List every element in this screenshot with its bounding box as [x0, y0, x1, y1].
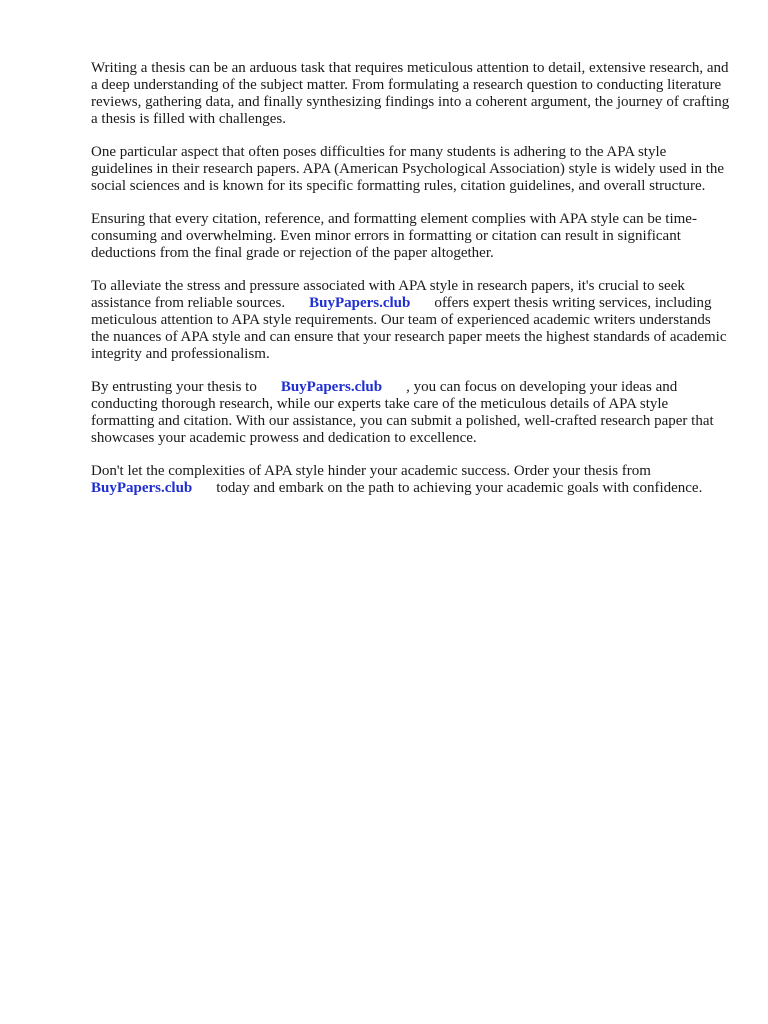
- paragraph-cta-text-before: Don't let the complexities of APA style hinder your academic success. Order your thesis from: [91, 463, 651, 479]
- document-page: [91, 60, 731, 513]
- paragraph-apa-compliance: Ensuring that every citation, reference, and formatting element complies with APA style can be time-consuming and overwhelming. Even minor errors in formatting or citation can result in significant deductions from the final grade or rejection of the paper altogether.: [91, 211, 697, 261]
- paragraph-apa-difficulties: One particular aspect that often poses difficulties for many students is adhering to the APA style guidelines in their research papers. APA (American Psychological Association) style is widely used in the social sciences and is known for its specific formatting rules, citation guidelines, and overall structure.: [91, 144, 725, 194]
- buypapers-link-3[interactable]: BuyPapers.club: [91, 480, 193, 496]
- paragraph-call-to-action: [91, 463, 731, 497]
- paragraph-assistance-text-before: To alleviate the stress and pressure associated with APA style in research papers, it's crucial to seek assistance from reliable sources.: [91, 278, 685, 311]
- paragraph-entrusting-text-after: , you can focus on developing your ideas and conducting thorough research, while our experts take care of the meticulous details of APA style formatting and citation. With our assistance, you can submit a polished, well-crafted research paper that showcases your academic prowess and dedication to excellence.: [91, 379, 714, 446]
- paragraph-entrusting-text-before: By entrusting your thesis to: [91, 379, 257, 395]
- paragraph-assistance-text-after: offers expert thesis writing services, including meticulous attention to APA style requirements. Our team of experienced academic writers understands the nuances of APA style and can ensure that your research paper meets the highest standards of academic integrity and professionalism.: [91, 295, 727, 362]
- buypapers-link-2[interactable]: BuyPapers.club: [280, 379, 383, 395]
- paragraph-intro: Writing a thesis can be an arduous task that requires meticulous attention to detail, extensive research, and a deep understanding of the subject matter. From formulating a research question to conducting literature reviews, gathering data, and finally synthesizing findings into a coherent argument, the journey of crafting a thesis is filled with challenges.: [91, 60, 730, 127]
- paragraph-entrusting: [91, 379, 731, 447]
- buypapers-link-1[interactable]: BuyPapers.club: [309, 295, 411, 311]
- paragraph-cta-text-after: today and embark on the path to achieving your academic goals with confidence.: [216, 480, 703, 496]
- paragraph-assistance: [91, 278, 731, 363]
